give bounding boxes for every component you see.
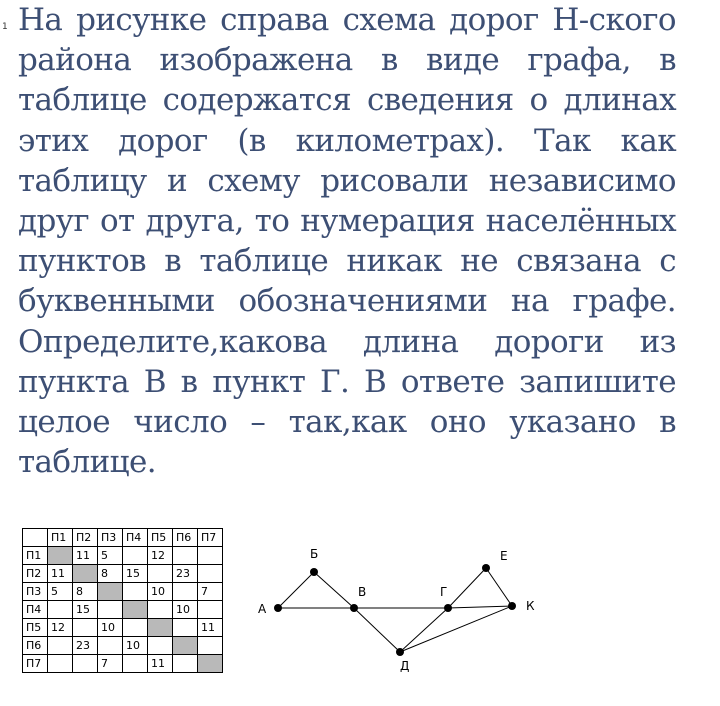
table-cell: 15 (73, 601, 98, 619)
table-cell: 5 (48, 583, 73, 601)
node-V (350, 604, 358, 612)
table-cell: 10 (148, 583, 173, 601)
column-header: П2 (73, 529, 98, 547)
graph-edges (278, 568, 512, 652)
edge-D-G (400, 608, 448, 652)
row-header: П7 (23, 655, 48, 673)
node-G (444, 604, 452, 612)
table-row (23, 547, 223, 565)
edge-V-D (354, 608, 400, 652)
node-label-K: К (526, 599, 535, 613)
table-cell: 10 (173, 601, 198, 619)
row-header: П4 (23, 601, 48, 619)
row-header: П6 (23, 637, 48, 655)
table-cell: 7 (98, 655, 123, 673)
node-D (396, 648, 404, 656)
table-row (23, 601, 223, 619)
row-header: П3 (23, 583, 48, 601)
diagonal-cell (98, 583, 123, 601)
table-cell (198, 565, 223, 583)
column-header: П3 (98, 529, 123, 547)
table-row (23, 619, 223, 637)
node-label-G: Г (440, 585, 448, 599)
table-cell (48, 655, 73, 673)
column-header: П4 (123, 529, 148, 547)
table-cell (173, 619, 198, 637)
table-cell: 11 (148, 655, 173, 673)
graph-nodes (274, 564, 516, 656)
table-cell (148, 601, 173, 619)
table-cell (48, 601, 73, 619)
table-cell: 11 (73, 547, 98, 565)
column-header: П7 (198, 529, 223, 547)
table-cell: 12 (148, 547, 173, 565)
table-row (23, 583, 223, 601)
problem-statement: На рисунке справа схема дорог Н-ского района изображена в виде графа, в таблице содержатся сведения о длинах этих дорог (в километрах). Так как таблицу и схему рисовали независимо друг от друга, то нумерация населённых пунктов в таблице никак не связана с буквенными обозначениями на графе. Определите,какова длина дороги из пункта В в пункт Г. В ответе запишите целое число – так,как оно указано в таблице. (18, 2, 676, 481)
diagonal-cell (148, 619, 173, 637)
edge-D-K (400, 606, 512, 652)
table-cell (148, 565, 173, 583)
table-row (23, 637, 223, 655)
table-cell (173, 547, 198, 565)
table-cell (173, 655, 198, 673)
row-header: П1 (23, 547, 48, 565)
table-cell: 11 (48, 565, 73, 583)
node-label-V: В (358, 585, 367, 599)
table-cell (73, 655, 98, 673)
edge-A-B (278, 572, 314, 608)
edge-B-V (314, 572, 354, 608)
edge-E-K (486, 568, 512, 606)
table-cell (98, 637, 123, 655)
table-header-row (23, 529, 223, 547)
diagonal-cell (198, 655, 223, 673)
table-cell: 15 (123, 565, 148, 583)
table-cell: 10 (123, 637, 148, 655)
table-cell: 12 (48, 619, 73, 637)
graph-labels (258, 547, 535, 673)
node-label-B: Б (310, 547, 319, 561)
table-cell (123, 619, 148, 637)
row-header: П2 (23, 565, 48, 583)
table-cell: 23 (173, 565, 198, 583)
table-cell (73, 619, 98, 637)
table-cell (98, 601, 123, 619)
table-cell: 23 (73, 637, 98, 655)
table-cell: 8 (98, 565, 123, 583)
node-E (482, 564, 490, 572)
table-cell (123, 655, 148, 673)
column-header: П6 (173, 529, 198, 547)
table-cell (198, 547, 223, 565)
table-cell (123, 583, 148, 601)
column-header: П1 (48, 529, 73, 547)
table-corner-cell (23, 529, 48, 547)
table-cell: 8 (73, 583, 98, 601)
table-row (23, 655, 223, 673)
page-marker: 1 (2, 22, 8, 32)
node-B (310, 568, 318, 576)
table-cell (198, 601, 223, 619)
table-cell (198, 637, 223, 655)
edge-G-K (448, 606, 512, 608)
road-graph (250, 540, 550, 680)
node-K (508, 602, 516, 610)
node-A (274, 604, 282, 612)
node-label-A: А (258, 602, 267, 616)
diagonal-cell (48, 547, 73, 565)
table-cell: 5 (98, 547, 123, 565)
row-header: П5 (23, 619, 48, 637)
table-cell (123, 547, 148, 565)
diagonal-cell (73, 565, 98, 583)
diagonal-cell (123, 601, 148, 619)
table-cell (48, 637, 73, 655)
table-cell: 11 (198, 619, 223, 637)
node-label-D: Д (400, 659, 410, 673)
column-header: П5 (148, 529, 173, 547)
node-label-E: Е (500, 549, 508, 563)
edge-G-E (448, 568, 486, 608)
table-cell: 7 (198, 583, 223, 601)
table-row (23, 565, 223, 583)
distance-table (22, 528, 223, 673)
table-cell (148, 637, 173, 655)
table-cell (173, 583, 198, 601)
diagonal-cell (173, 637, 198, 655)
table-cell: 10 (98, 619, 123, 637)
